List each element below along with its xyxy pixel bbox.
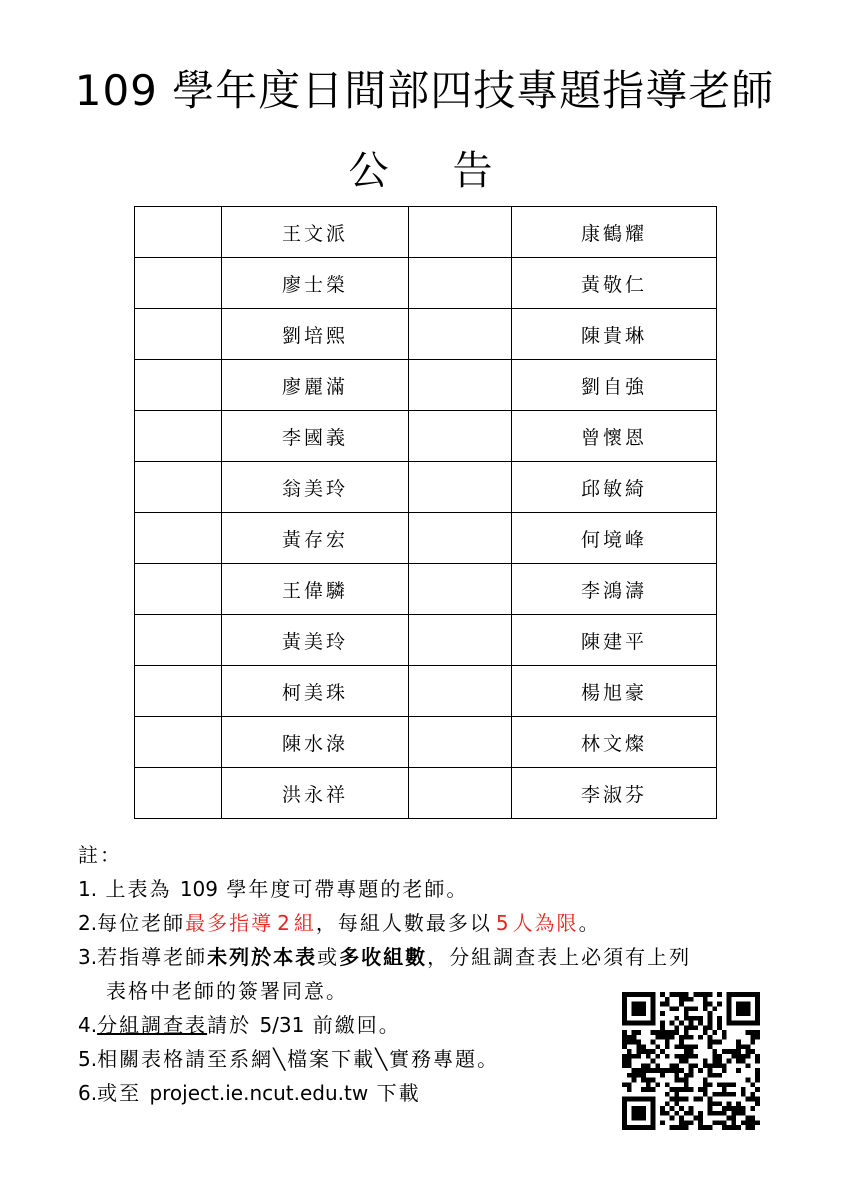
empty-cell (135, 309, 222, 360)
teacher-name-cell: 邱敏綺 (512, 462, 717, 513)
note-text: 若指導老師 (97, 945, 208, 969)
note-text: 學年度可帶專題的老師。 (226, 877, 469, 901)
survey-form-link: 分組調查表 (97, 1013, 208, 1037)
empty-cell (135, 666, 222, 717)
teacher-name-cell: 王偉驎 (222, 564, 409, 615)
teacher-name-cell: 曾懷恩 (512, 411, 717, 462)
empty-cell (135, 411, 222, 462)
teacher-name-cell: 王文派 (222, 207, 409, 258)
teacher-name-cell: 李國義 (222, 411, 409, 462)
table-row (135, 615, 717, 666)
empty-cell (409, 207, 512, 258)
table-row (135, 207, 717, 258)
note-1 (78, 872, 818, 906)
teacher-name-cell: 陳水淥 (222, 717, 409, 768)
empty-cell (409, 717, 512, 768)
empty-cell (409, 666, 512, 717)
empty-cell (409, 615, 512, 666)
teacher-name-cell: 翁美玲 (222, 462, 409, 513)
teacher-name-cell: 楊旭豪 (512, 666, 717, 717)
teacher-name-cell: 李鴻濤 (512, 564, 717, 615)
empty-cell (409, 411, 512, 462)
note-date: 5/31 (259, 1013, 305, 1037)
teacher-name-cell: 黃敬仁 (512, 258, 717, 309)
note-number: 5. (78, 1047, 98, 1071)
table-row (135, 564, 717, 615)
teacher-name-cell: 廖士榮 (222, 258, 409, 309)
note-text: 前繳回。 (312, 1013, 401, 1037)
note-text: 每位老師 (97, 911, 186, 935)
page-subtitle: 公告 (348, 148, 557, 194)
empty-cell (135, 258, 222, 309)
note-highlight: 最多指導 (185, 911, 274, 935)
project-website-url: project.ie.ncut.edu.tw (149, 1081, 369, 1105)
teacher-name-cell: 林文燦 (512, 717, 717, 768)
teacher-name-cell: 廖麗滿 (222, 360, 409, 411)
note-3 (78, 940, 818, 974)
teachers-table (134, 206, 717, 819)
note-text: 請於 (207, 1013, 252, 1037)
note-text: 上表為 (105, 877, 172, 901)
note-highlight-number: 5 (495, 911, 509, 935)
empty-cell (135, 360, 222, 411)
empty-cell (409, 462, 512, 513)
note-text: ，每組人數最多以 (315, 911, 492, 935)
note-text: ，分組調查表上必須有上列 (427, 945, 692, 969)
teacher-name-cell: 黃存宏 (222, 513, 409, 564)
empty-cell (135, 717, 222, 768)
table-row (135, 513, 717, 564)
note-highlight: 組 (293, 911, 316, 935)
page-title: 109 學年度日間部四技專題指導老師 (74, 66, 775, 115)
note-2 (78, 906, 818, 940)
table-row (135, 462, 717, 513)
empty-cell (409, 513, 512, 564)
teacher-name-cell: 黃美玲 (222, 615, 409, 666)
teacher-name-cell: 劉自強 (512, 360, 717, 411)
empty-cell (135, 615, 222, 666)
table-row (135, 411, 717, 462)
empty-cell (409, 360, 512, 411)
note-bold: 多收組數 (339, 945, 428, 969)
teacher-name-cell: 柯美珠 (222, 666, 409, 717)
empty-cell (135, 462, 222, 513)
table-row (135, 360, 717, 411)
qr-code-icon (622, 992, 760, 1130)
note-number: 3. (78, 945, 98, 969)
note-year: 109 (179, 877, 218, 901)
note-text: 或 (317, 945, 340, 969)
note-number: 6. (78, 1081, 98, 1105)
note-text: 相關表格請至系網╲檔案下載╲實務專題。 (97, 1047, 500, 1071)
notes-label: 註： (78, 843, 122, 867)
empty-cell (135, 564, 222, 615)
note-text: 或至 (97, 1081, 142, 1105)
empty-cell (135, 768, 222, 819)
note-text: 。 (578, 911, 601, 935)
teacher-name-cell: 劉培熙 (222, 309, 409, 360)
table-row (135, 309, 717, 360)
note-number: 2. (78, 911, 98, 935)
note-number: 1. (78, 877, 98, 901)
empty-cell (409, 309, 512, 360)
teacher-name-cell: 陳貴琳 (512, 309, 717, 360)
note-text: 下載 (376, 1081, 421, 1105)
table-row (135, 666, 717, 717)
note-number: 4. (78, 1013, 98, 1037)
note-bold: 未列於本表 (207, 945, 318, 969)
empty-cell (409, 258, 512, 309)
teacher-name-cell: 何境峰 (512, 513, 717, 564)
note-highlight: 人為限 (512, 911, 579, 935)
empty-cell (409, 564, 512, 615)
table-row (135, 258, 717, 309)
teacher-name-cell: 李淑芬 (512, 768, 717, 819)
table-row (135, 717, 717, 768)
teacher-name-cell: 康鶴耀 (512, 207, 717, 258)
teacher-name-cell: 陳建平 (512, 615, 717, 666)
empty-cell (409, 768, 512, 819)
empty-cell (135, 207, 222, 258)
teacher-name-cell: 洪永祥 (222, 768, 409, 819)
empty-cell (135, 513, 222, 564)
note-3-continued: 表格中老師的簽署同意。 (106, 979, 348, 1003)
note-highlight-number: 2 (277, 911, 290, 935)
table-row (135, 768, 717, 819)
